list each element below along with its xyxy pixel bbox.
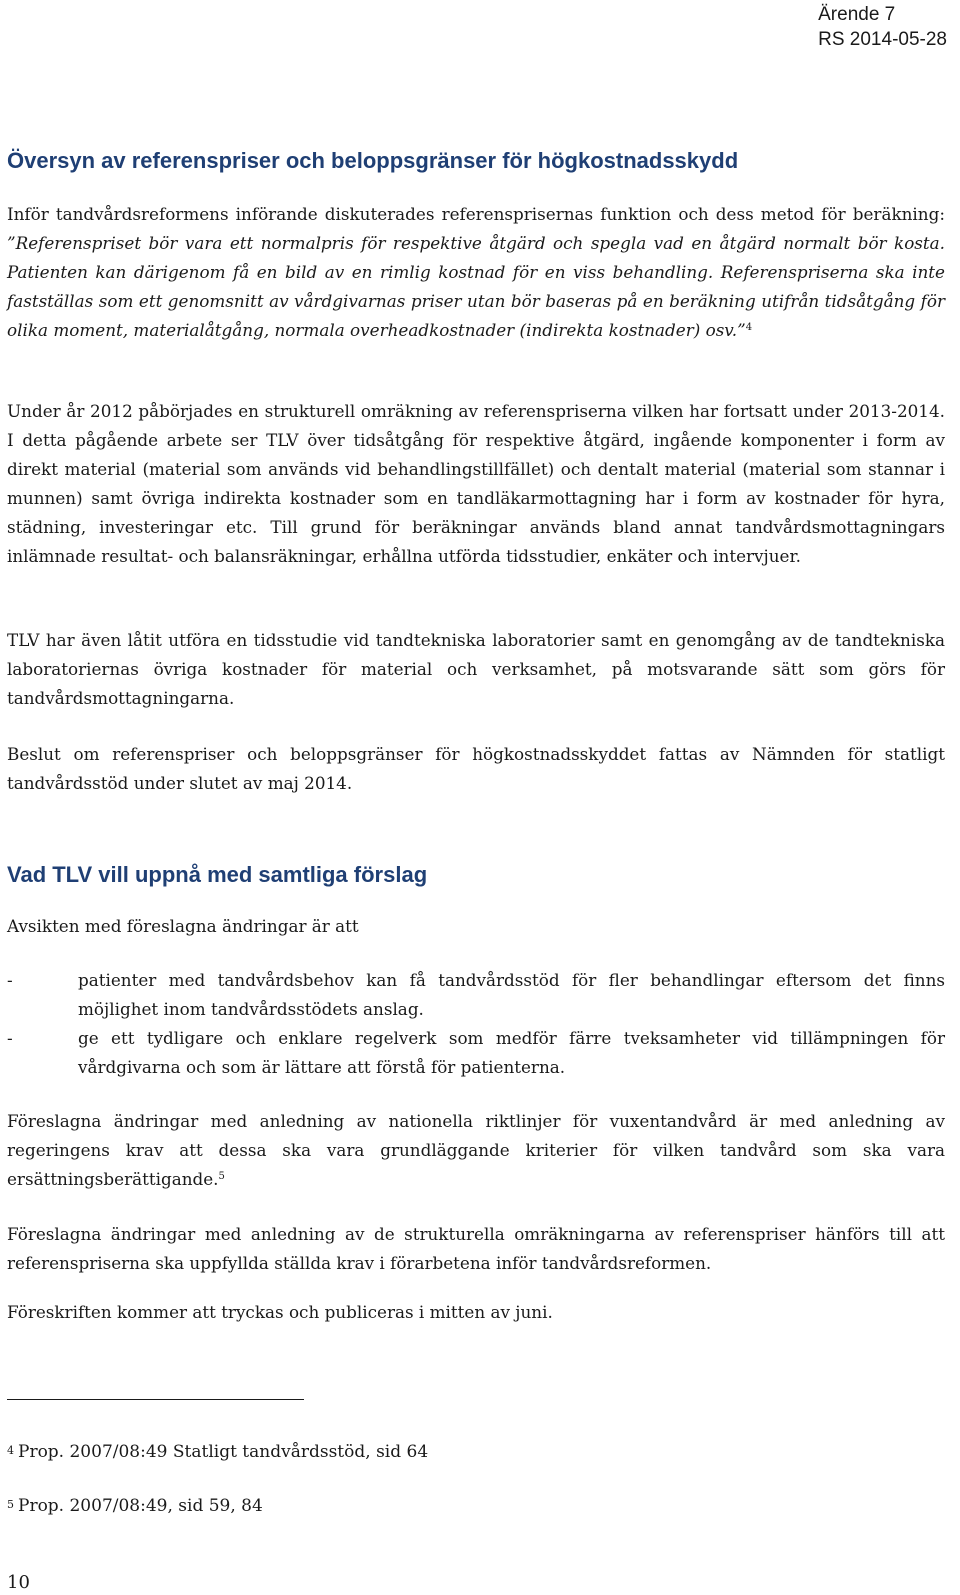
paragraph-structural-recalculation: Under år 2012 påbörjades en strukturell omräkning av referenspriserna vilken har fortsatt under 2013-2014. I detta pågående arbete ser TLV över tidsåtgång för respektive åtgärd, ingående komponenter i form av direkt material (material som används vid behandlingstillfället) och dentalt material (material som stannar i munnen) samt övriga indirekta kostnader som en tandläkarmottagning har i form av kostnader för hyra, städning, investeringar etc. Till grund för beräkningar används bland annat tandvårdsmottagningars inlämnade resultat- och balansräkningar, erhållna utförda tidsstudier, enkäter och intervjuer. <box>7 401 945 566</box>
footnote-text: Prop. 2007/08:49 Statligt tandvårdsstöd, sid 64 <box>18 1442 429 1462</box>
page-number: 10 <box>7 1572 30 1593</box>
intro-lead-text: Inför tandvårdsreformens införande diskuterades referensprisernas funktion och dess metod för beräkning: <box>7 204 945 224</box>
paragraph-reference-prices: Föreslagna ändringar med anledning av de strukturella omräkningarna av referenspriser hänförs till att referenspriserna ska uppfyllda ställda krav i förarbetena inför tandvårdsreformen. <box>7 1224 945 1273</box>
paragraph-lab-study: TLV har även låtit utföra en tidsstudie vid tandtekniska laboratorier samt en genomgång av de tandtekniska laboratoriernas övriga kostnader för material och verksamhet, på motsvarande sätt som görs för tandvårdsmottagningarna. <box>7 630 945 708</box>
paragraph-goals-intro: Avsikten med föreslagna ändringar är att <box>7 916 359 936</box>
document-header <box>818 2 947 52</box>
footnote-text: Prop. 2007/08:49, sid 59, 84 <box>18 1496 263 1516</box>
document-reference: RS 2014-05-28 <box>818 29 947 50</box>
paragraph-national-guidelines <box>7 1107 945 1194</box>
footnote-5 <box>7 1494 263 1518</box>
footnote-ref-4: 4 <box>745 322 753 333</box>
guidelines-text: Föreslagna ändringar med anledning av nationella riktlinjer för vuxentandvård är med anledning av regeringens krav att dessa ska vara grundläggande kriterier för vilken tandvård som ska vara ersättningsberättigande. <box>7 1111 945 1189</box>
list-item-text: ge ett tydligare och enklare regelverk som medför färre tveksamheter vid tillämpningen för vårdgivarna och som är lättare att förstå för patienterna. <box>78 1028 945 1077</box>
list-dash: - <box>7 1028 13 1048</box>
section-heading-goals: Vad TLV vill uppnå med samtliga förslag <box>7 862 428 887</box>
goals-list <box>7 966 945 1082</box>
footnote-4 <box>7 1440 428 1464</box>
list-item <box>7 966 945 1024</box>
footnote-number: 4 <box>7 1444 14 1457</box>
list-item <box>7 1024 945 1082</box>
paragraph-decision: Beslut om referenspriser och beloppsgränser för högkostnadsskyddet fattas av Nämnden för statligt tandvårdsstöd under slutet av maj 2014. <box>7 744 945 793</box>
case-number: Ärende 7 <box>818 4 896 25</box>
paragraph-introduction <box>7 200 945 345</box>
footnote-separator <box>7 1399 304 1400</box>
footnote-ref-5: 5 <box>218 1171 225 1182</box>
section-heading-review: Översyn av referenspriser och beloppsgränser för högkostnadsskydd <box>7 148 739 173</box>
list-dash: - <box>7 970 13 990</box>
quoted-text: ”Referenspriset bör vara ett normalpris för respektive åtgärd och spegla vad en åtgärd normalt bör kosta. Patienten kan därigenom få en bild av en rimlig kostnad för en viss behandling. Referenspriserna ska inte fastställas som ett genomsnitt av vårdgivarnas priser utan bör baseras på en beräkning utifrån tidsåtgång för olika moment, materialåtgång, normala overheadkostnader (indirekta kostnader) osv.” <box>7 233 945 340</box>
list-item-text: patienter med tandvårdsbehov kan få tandvårdsstöd för fler behandlingar eftersom det finns möjlighet inom tandvårdsstödets anslag. <box>78 970 945 1019</box>
paragraph-publication: Föreskriften kommer att tryckas och publiceras i mitten av juni. <box>7 1302 553 1322</box>
footnote-number: 5 <box>7 1498 14 1511</box>
